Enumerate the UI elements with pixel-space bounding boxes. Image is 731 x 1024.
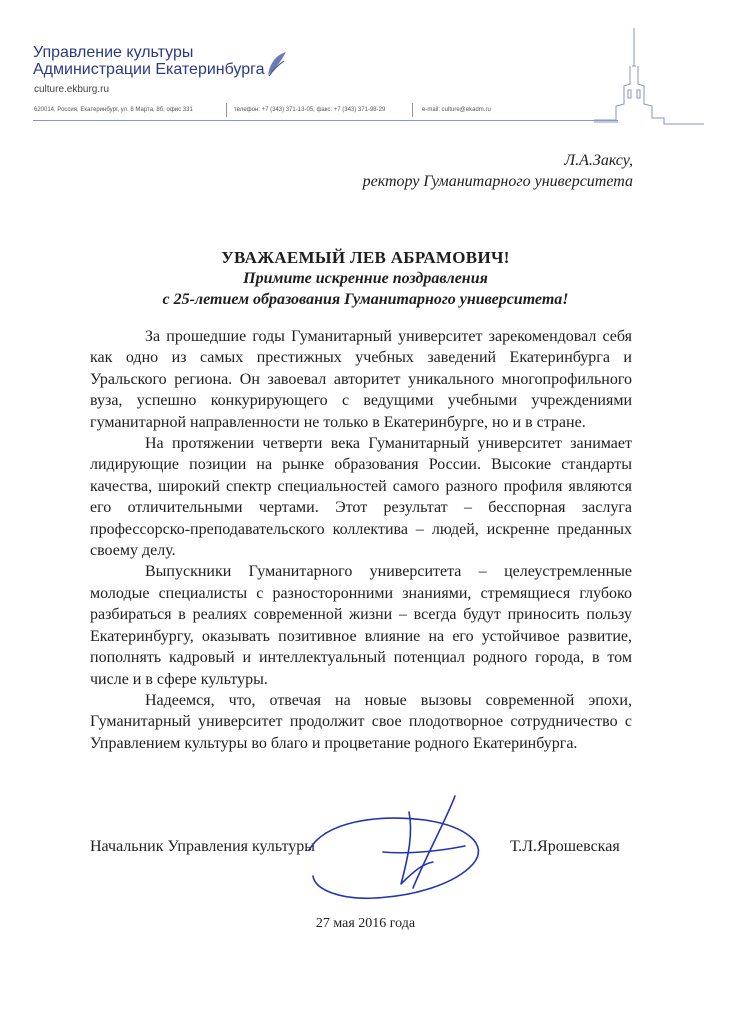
letterhead-phone-fax: телефон: +7 (343) 371-13-05; факс: +7 (343) 371-98-29 [234,107,386,113]
letterhead-divider [226,103,227,117]
addressee-block [363,150,633,192]
org-name-line1: Управление культуры [33,44,194,61]
body-paragraph-4: Надеемся, что, отвечая на новые вызовы современной эпохи, Гуманитарный университет продолжит свое плодотворное сотрудничество с Управлением культуры во благо и процветание родного Екатеринбурга. [90,691,632,752]
signatory-title: Начальник Управления культуры [90,838,316,855]
leaf-logo-icon [266,51,288,77]
city-tower-emblem-icon [594,26,704,131]
signatory-name: Т.Л.Ярошевская [510,838,620,855]
org-name-line2: Администрации Екатеринбурга [33,61,265,78]
addressee-name: Л.А.Заксу, [564,152,633,169]
letter-date: 27 мая 2016 года [315,916,416,931]
body-paragraph-2: На протяжении четверти века Гуманитарный университет занимает лидирующие позиции на рынке образования России. Высокие стандарты качества, широкий спектр специальностей самого разного профиля являются его отличительными чертами. Этот результат – бесспорная заслуга профессорско-преподавательского коллектива – людей, искренне преданных своему делу. [90,435,632,560]
letterhead-org-name [33,44,265,78]
letter-body [90,326,632,754]
body-paragraph-3: Выпускники Гуманитарного университета – целеустремленные молодые специалисты с разносторонними знаниями, стремящиеся глубоко разбираться в реалиях современной жизни – всегда будут приносить пользу Екатеринбургу, оказывать позитивное влияние на его устойчивое развитие, пополнять кадровый и интеллектуальный потенциал родного города, в том числе и в сфере культуры. [90,563,632,688]
congrats-line-1: Примите искренние поздравления [243,270,488,287]
letterhead-divider [412,103,413,117]
addressee-position: ректору Гуманитарного университета [362,173,633,190]
letterhead-website: culture.ekburg.ru [34,84,110,95]
salutation: УВАЖАЕМЫЙ ЛЕВ АБРАМОВИЧ! [221,248,510,267]
congrats-line-2: с 25-летием образования Гуманитарного университета! [162,291,569,308]
letterhead-address: 620014, Россия, Екатеринбург, ул. 8 Марта, 8б, офис 331 [34,107,193,113]
letterhead-rule [33,120,618,121]
letterhead-email: e-mail: culture@ekadm.ru [422,107,491,113]
letter-heading [0,247,731,310]
handwritten-signature [305,792,495,907]
body-paragraph-1: За прошедшие годы Гуманитарный университет зарекомендовал себя как одно из самых престижных учебных заведений Екатеринбурга и Уральского региона. Он завоевал авторитет уникального многопрофильного вуза, успешно конкурирующего с ведущими учебными учреждениями гуманитарной направленности не только в Екатеринбурге, но и в стране. [90,328,632,431]
